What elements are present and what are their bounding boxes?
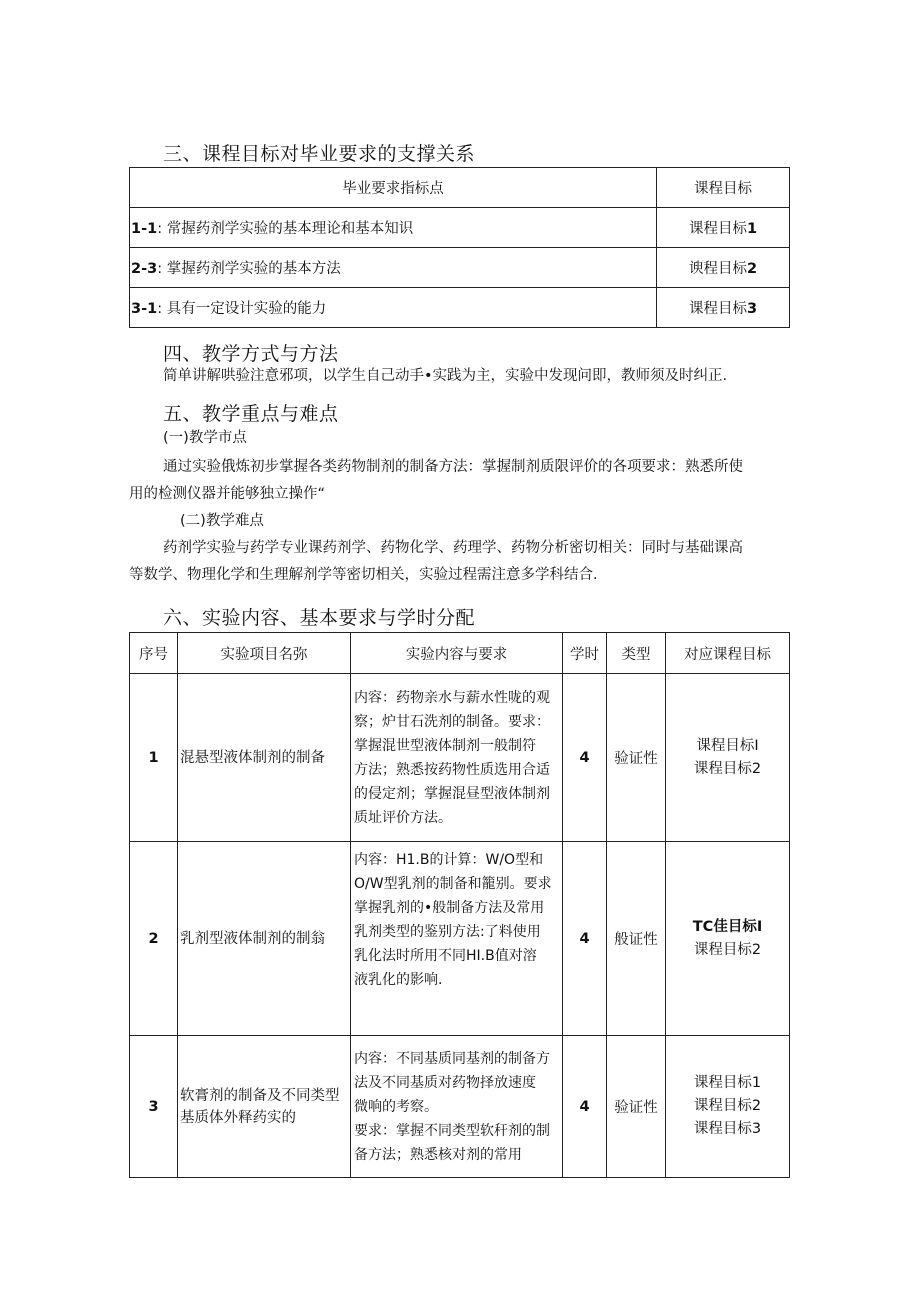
requirement-cell <box>130 208 657 248</box>
content-line: 内容：H1.B的计算：W/O型和 <box>354 852 544 868</box>
support-table-row <box>130 208 790 248</box>
table-row <box>130 674 790 842</box>
support-table-row <box>130 288 790 328</box>
goal-item: 课程目标3 <box>693 1121 762 1137</box>
content-line: 方法；熟悉按药物性质选用合适 <box>354 761 550 778</box>
goal-item: 课程目标2 <box>693 760 762 777</box>
requirement-cell <box>130 248 657 288</box>
sub-heading-key-points: (一)教学市点 <box>163 430 247 446</box>
key-points-line-2: 用的检测仪器并能够独立操作“ <box>129 486 326 502</box>
row-hours: 4 <box>563 1036 607 1178</box>
row-name: 软膏剂的制备及不同类型基质体外释药实的 <box>178 1036 351 1178</box>
content-line: O/W型乳剂的制备和籠别。要求 <box>354 876 552 892</box>
key-points-line-1: 通过实验俄炼初步掌握各类药物制剂的制备方法：掌握制剂质限评价的各项要求：熟悉所使 <box>163 459 743 475</box>
experiment-table <box>129 632 790 1178</box>
requirement-text: : 具有一定设计实验的能力 <box>157 301 327 317</box>
requirement-code: 1-1 <box>131 221 158 237</box>
row-name: 混悬型液体制剂的制备 <box>178 674 351 842</box>
section-4-heading: 四、教学方式与方法 <box>163 343 339 365</box>
support-table-header-requirement: 毕业要求指标点 <box>130 168 657 208</box>
content-line: 液乳化的影响. <box>354 972 443 988</box>
goal-cell <box>657 248 790 288</box>
table-row <box>130 1036 790 1178</box>
table-row <box>130 842 790 1036</box>
goal-item: TC佳目标I <box>692 918 763 935</box>
goal-item: 课程目标I <box>696 737 759 754</box>
requirement-code: 3-1 <box>131 301 158 317</box>
goal-number: 3 <box>746 301 758 317</box>
content-line: 乳化法时所用不同HI.B值对溶 <box>354 948 537 964</box>
content-line: 微响的考察。 <box>354 1098 438 1115</box>
content-line: 要求：掌握不同类型软秆剂的制 <box>354 1122 550 1139</box>
row-type: 验证性 <box>607 1036 666 1178</box>
requirement-cell <box>130 288 657 328</box>
row-goals <box>666 1036 790 1178</box>
col-header-type: 类型 <box>607 633 666 674</box>
sub-heading-difficulties: (二)教学难点 <box>180 513 264 529</box>
section-5-heading: 五、教学重点与难点 <box>163 403 339 425</box>
content-line: 乳剂类型的鉴别方法:了料使用 <box>354 924 541 940</box>
row-no: 3 <box>130 1036 178 1178</box>
col-header-goals: 对应课程目标 <box>666 633 790 674</box>
content-line: 内容：药物亲水与薪水性咙的观 <box>354 689 550 706</box>
row-hours: 4 <box>563 674 607 842</box>
row-goals <box>666 842 790 1036</box>
difficulties-line-2: 等数学、物理化学和生理解剂学等密切相关，实验过程需注意多学科结合. <box>129 567 598 583</box>
row-no: 1 <box>130 674 178 842</box>
goal-cell <box>657 208 790 248</box>
content-line: 掌握混世型液体制剂一般制符 <box>354 737 536 754</box>
row-type: 般证性 <box>607 842 666 1036</box>
col-header-name: 实验项目名弥 <box>178 633 351 674</box>
difficulties-line-1: 药剂学实验与药学专业课药剂学、药物化学、药理学、药物分析密切相关：同时与基础课高 <box>163 540 743 556</box>
content-line: 备方法；熟悉核对剂的常用 <box>354 1146 522 1163</box>
section-6-heading: 六、实验内容、基本要求与学时分配 <box>163 607 476 629</box>
row-content <box>351 1036 563 1178</box>
row-content <box>351 842 563 1036</box>
support-table-row <box>130 248 790 288</box>
requirement-text: : 掌握药剂学实验的基本方法 <box>157 261 341 277</box>
support-table-header-goal: 课程目标 <box>657 168 790 208</box>
content-line: 内容：不同基质同基剂的制备方 <box>354 1050 550 1067</box>
content-line: 察；炉甘石洗剂的制备。要求： <box>354 713 550 730</box>
goal-label: 课程目标 <box>688 221 747 237</box>
col-header-no: 序号 <box>130 633 178 674</box>
content-line: 法及不同基质对药物择放速度 <box>354 1074 536 1091</box>
support-table <box>129 167 790 328</box>
requirement-code: 2-3 <box>131 261 158 277</box>
row-content <box>351 674 563 842</box>
goal-label: 课程目标 <box>688 301 747 317</box>
col-header-content: 实验内容与要求 <box>351 633 563 674</box>
section-4-text: 简单讲解哄验注意邪项，以学生自己动手•实践为主，实验中发现问即，教师须及时纠正. <box>163 368 728 384</box>
section-3-heading: 三、课程目标对毕业要求的支撑关系 <box>163 143 476 165</box>
goal-item: 课程目标1 <box>693 1075 762 1091</box>
content-line: 的侵定剂；掌握混昼型液体制剂 <box>354 785 550 802</box>
row-hours: 4 <box>563 842 607 1036</box>
content-line: 质址评价方法。 <box>354 809 452 826</box>
goal-item: 课程目标2 <box>693 1098 762 1114</box>
goal-item: 课程目标2 <box>693 941 762 958</box>
row-type: 验证性 <box>607 674 666 842</box>
requirement-text: : 常握药剂学实验的基本理论和基本知识 <box>157 221 414 237</box>
row-no: 2 <box>130 842 178 1036</box>
col-header-hours: 学时 <box>563 633 607 674</box>
goal-number: 1 <box>746 221 758 237</box>
row-goals <box>666 674 790 842</box>
content-line: 掌握乳剂的•般制备方法及常用 <box>354 900 545 916</box>
goal-label: 谀程目标 <box>688 261 747 277</box>
goal-number: 2 <box>746 261 758 277</box>
goal-cell <box>657 288 790 328</box>
row-name: 乳剂型液体制剂的制翁 <box>178 842 351 1036</box>
